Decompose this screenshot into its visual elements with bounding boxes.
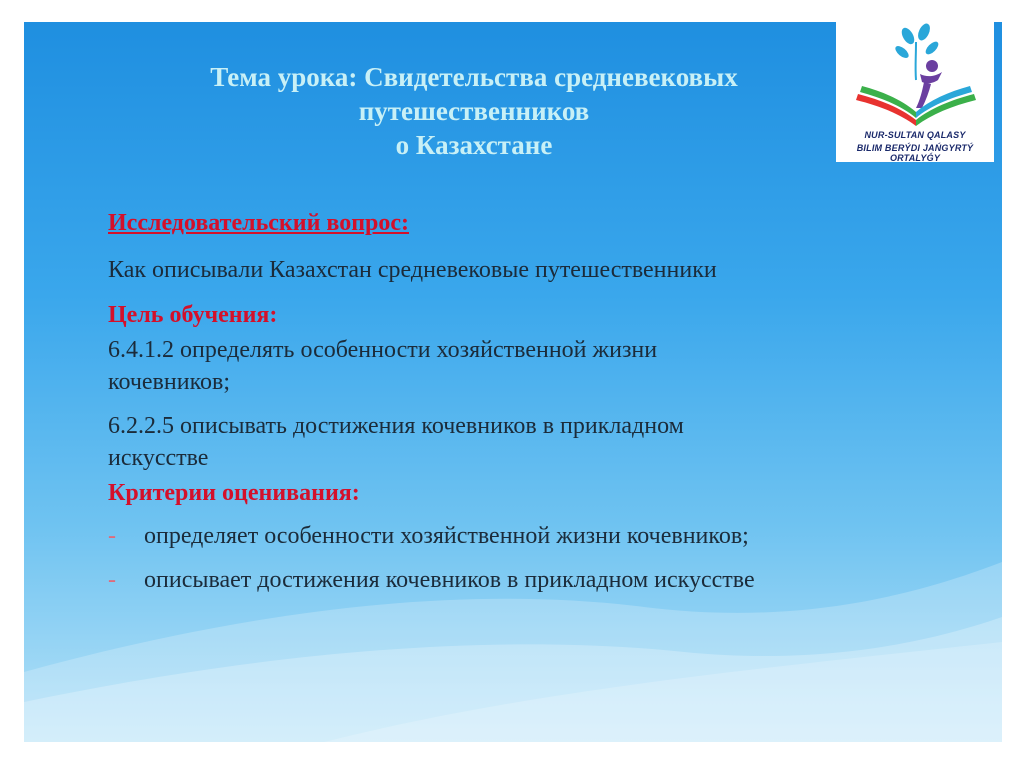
logo-caption-line-2: BILIM BERÝDI JAŃGYRTÝ ORTALYǴY: [856, 143, 974, 163]
criteria-item-2-text: описывает достижения кочевников в прикладном искусстве: [144, 567, 755, 593]
slide-content: [108, 208, 928, 596]
logo-caption-line-1: NUR-SULTAN QALASY: [864, 130, 966, 140]
bullet-dash: -: [108, 523, 116, 549]
learning-goal-item-2-line-1: 6.2.2.5 описывать достижения кочевников в прикладном: [108, 413, 684, 439]
title-line-2: путешественников: [358, 96, 590, 126]
learning-goal-item-1: [108, 334, 928, 398]
title-line-1: Тема урока: Свидетельства средневековых: [210, 62, 738, 92]
learning-goal-item-1-line-2: кочевников;: [108, 369, 231, 395]
learning-goal-item-1-line-1: 6.4.1.2 определять особенности хозяйственной жизни: [108, 337, 658, 363]
logo: [836, 22, 994, 162]
learning-goal-label: Цель обучения:: [108, 302, 278, 328]
criteria-item-1: [108, 520, 928, 552]
bullet-dash: -: [108, 567, 116, 593]
criteria-item-1-text: определяет особенности хозяйственной жизни кочевников;: [144, 523, 749, 549]
slide-title: [104, 60, 844, 162]
research-question-label: Исследовательский вопрос:: [108, 210, 410, 236]
logo-emblem-icon: [836, 22, 994, 132]
criteria-item-2: [108, 564, 928, 596]
title-line-3: о Казахстане: [395, 130, 553, 160]
learning-goal-item-2: [108, 410, 928, 474]
criteria-label: Критерии оценивания:: [108, 480, 360, 506]
research-question-text: Как описывали Казахстан средневековые путешественники: [108, 257, 717, 283]
learning-goal-item-2-line-2: искусстве: [108, 445, 209, 471]
